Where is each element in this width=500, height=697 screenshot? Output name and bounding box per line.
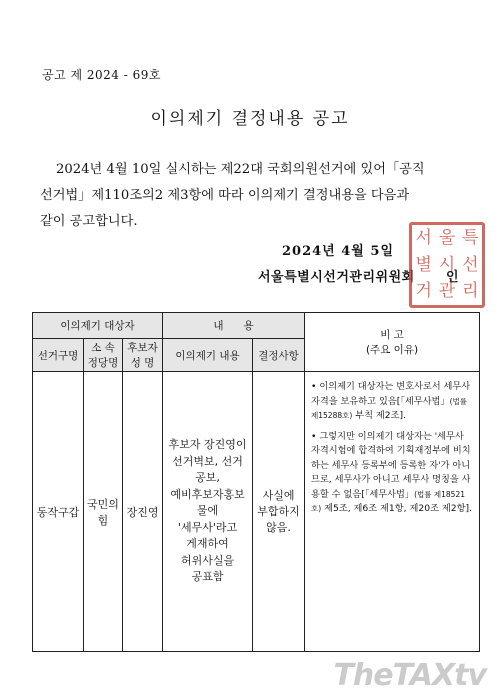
- header-remarks: [305, 313, 480, 372]
- page-title: 이의제기 결정내용 공고: [150, 109, 350, 129]
- cell-candidate: 장진영: [123, 372, 163, 652]
- header-content: 내 용: [163, 313, 305, 339]
- objection-table: [32, 312, 480, 652]
- header-candidate-b: 성 명: [130, 357, 155, 369]
- header-decision: 결정사항: [253, 339, 305, 372]
- cell-party: 국민의힘: [84, 372, 123, 652]
- seal-char: 울: [438, 228, 456, 248]
- official-seal-icon: [409, 222, 485, 308]
- header-target: 이의제기 대상자: [33, 313, 163, 339]
- seal-char: 선: [462, 254, 479, 275]
- notice-date: 2024년 4월 5일: [282, 244, 394, 259]
- cell-remarks: [305, 372, 480, 652]
- body-line-2: 선거법」제110조의2 제3항에 따라 이의제기 결정내용을 다음과: [40, 188, 410, 203]
- content-line: 허위사실을: [180, 553, 235, 567]
- decision-line: 않음.: [266, 520, 291, 534]
- seal-char: 시: [438, 254, 456, 275]
- content-line: 예비후보자홍보물에: [170, 487, 245, 518]
- decision-line: 사실에: [262, 488, 295, 502]
- remark-1-end: 부칙 제2조].: [355, 410, 406, 421]
- remark-2-law: (법률 제18521호): [311, 489, 465, 513]
- header-objection: 이의제기 내용: [163, 339, 253, 372]
- seal-label: 인: [446, 270, 459, 285]
- notice-number: 공고 제 2024 - 69호: [42, 68, 161, 82]
- seal-char: 리: [462, 281, 479, 302]
- header-district: 선거구명: [33, 339, 84, 372]
- organization-name: 서울특별시선거관리위원회: [258, 270, 415, 285]
- content-line: '세무사'라고: [177, 520, 238, 534]
- seal-char: 관: [438, 281, 456, 302]
- content-line: 후보자 장진영이: [168, 438, 247, 452]
- decision-line: 부합하지: [257, 504, 300, 518]
- remark-2-end: 제5조, 제6조 제1항, 제20조 제2항].: [324, 503, 472, 514]
- remark-1-law: (법률 제15288호): [311, 396, 468, 420]
- table-header-row: [33, 313, 480, 339]
- seal-char: 거: [415, 281, 432, 302]
- seal-char: 특: [462, 228, 479, 248]
- header-party: [84, 339, 123, 372]
- watermark-logo: TheTAXtv: [333, 658, 486, 693]
- header-remarks-sub: (주요 이유): [365, 344, 419, 356]
- header-candidate: [123, 339, 163, 372]
- cell-district: 동작구갑: [33, 372, 84, 652]
- header-remarks-label: 비 고: [380, 329, 404, 341]
- remark-item-1: • 이의제기 대상자는 변호사로서 세무사 자격을 보유하고 있음[「세무사법」(법률 제15288호) 부칙 제2조].: [311, 381, 471, 421]
- content-line: 게재하여: [186, 537, 229, 551]
- cell-objection-content: [163, 372, 253, 652]
- body-line-3: 같이 공고합니다.: [40, 214, 138, 229]
- header-party-a: 소 속: [91, 342, 115, 354]
- notice-body: [40, 157, 470, 235]
- content-line: 선거벽보, 선거공보,: [172, 454, 243, 485]
- table-row: [33, 372, 480, 652]
- seal-char: 별: [415, 254, 432, 275]
- body-line-1: 2024년 4월 10일 실시하는 제22대 국회의원선거에 있어「공직: [56, 162, 425, 177]
- remark-2-text: 그렇지만 이의제기 대상자는 '세무사 자격시험에 합격하여 기획재정부에 비치하는 세무사 등록부에 등록한 자'가 아니므로, 세무사가 아니고 세무사 명칭을 사용할 수 없음[「세무사법」: [311, 430, 471, 500]
- seal-char: 서: [415, 228, 432, 248]
- remark-item-2: • 그렇지만 이의제기 대상자는 '세무사 자격시험에 합격하여 기획재정부에 비치하는 세무사 등록부에 등록한 자'가 아니므로, 세무사가 아니고 세무사 명칭을 사용할 수 없음[「세무사법」(법률 제18521호) 제5조, 제6조 제1항, 제20조 제2항].: [311, 430, 472, 514]
- cell-decision: [253, 372, 305, 652]
- header-party-b: 정당명: [87, 357, 119, 369]
- header-candidate-a: 후보자: [127, 342, 158, 354]
- remark-1-text: 이의제기 대상자는 변호사로서 세무사 자격을 보유하고 있음[「세무사법」: [311, 381, 471, 407]
- content-line: 공표함: [191, 570, 224, 584]
